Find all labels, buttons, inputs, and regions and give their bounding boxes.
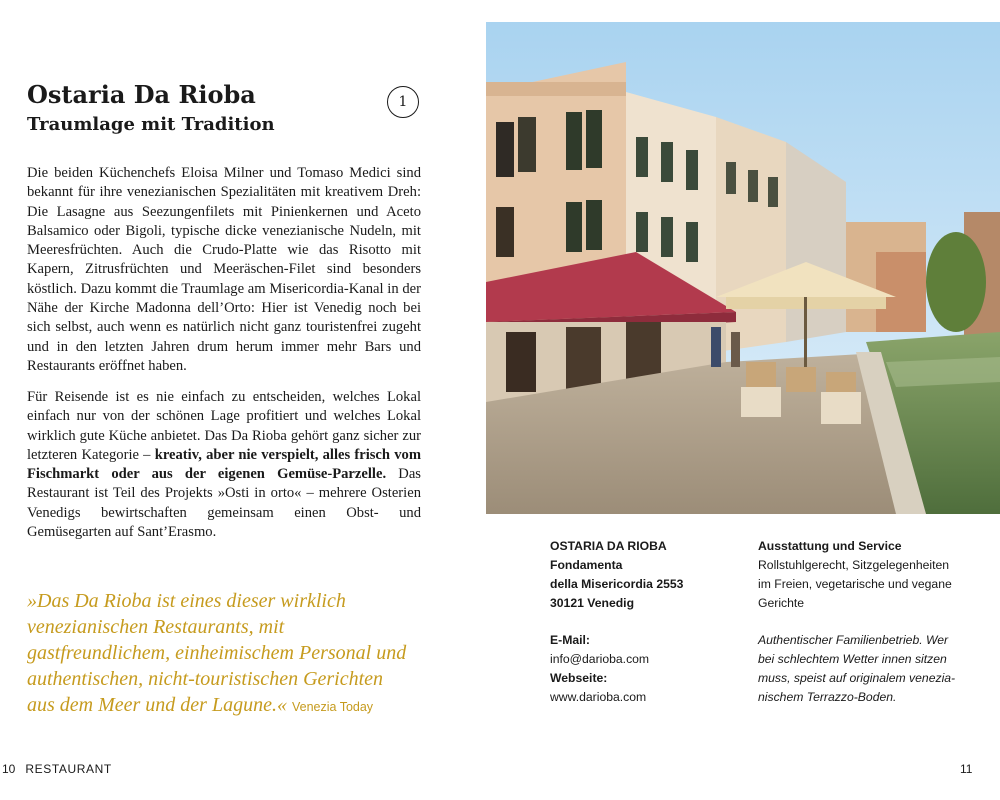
entry-number-badge: 1 [387, 86, 419, 118]
website-link[interactable]: www.darioba.com [550, 690, 647, 704]
note-line-2: bei schlechtem Wetter innen sitzen [758, 652, 947, 666]
restaurant-title: Ostaria Da Rioba [27, 80, 256, 109]
pull-quote [27, 588, 412, 720]
info-address-line-3: 30121 Venedig [550, 596, 635, 610]
info-restaurant-name: OSTARIA DA RIOBA [550, 539, 667, 553]
features-line-3: Gerichte [758, 596, 805, 610]
features-heading: Ausstattung und Service [758, 539, 902, 553]
paragraph-2-end: Das Restaurant ist Teil des Projekts »Osti in orto« – mehrere Osterien Venedigs bewirtschaften gemeinsam einen Obst- und Gemüsegarten auf Sant’Erasmo. [27, 466, 421, 541]
canal-photo-illustration [486, 22, 1000, 514]
note-line-3: muss, speist auf originalem venezia- [758, 671, 956, 685]
paragraph-2-start: Für Reisende ist es nie einfach zu entscheiden, welches Lokal einfach nur von der schönen Lage profitiert und welches Lokal wirklich gute Küche anbietet. Das Da Rioba gehört ganz sicher zur letzteren Kategorie – [27, 389, 421, 463]
features-line-2: im Freien, vegetarische und vegane [758, 577, 952, 591]
article-paragraph-1: Die beiden Küchenchefs Eloisa Milner und Tomaso Medici sind bekannt für ihre venezianischen Spezialitäten mit kreativem Dreh: Die Lasagne aus Seezungenfilets mit Pinienkernen und Aceto Balsamico oder Bigoli, typische dicke venezianische Nudeln, mit Meeresfrüchten. Auch die Crudo-Platte wie das Risotto mit Kapern, Zitrusfrüchten und Meeräschen-Filet sind besonders köstlich. Dazu kommt die Traumlage am Misericordia-Kanal in der Nähe der Kirche Madonna dell’Orto: Hier ist Venedig noch bei sich selbst, auch wenn es natürlich nicht ganz touristenfrei zugeht und in den letzten Jahren drum herum immer mehr Bars und Restaurants eröffnet haben. [27, 165, 421, 374]
left-page-number: 10 [2, 762, 16, 776]
canal-photo [486, 22, 1000, 514]
article-paragraph-2 [27, 388, 421, 542]
quote-text: »Das Da Rioba ist eines dieser wirklich venezianischen Restaurants, mit gastfreundlichem, einheimischem Personal und authentischen, nicht-touristischen Gerichten aus dem Meer und der Lagune.« [27, 590, 407, 716]
email-label: E-Mail: [550, 633, 590, 647]
quote-source: Venezia Today [291, 700, 374, 714]
features-line-1: Rollstuhlgerecht, Sitzgelegenheiten [758, 558, 950, 572]
info-address-line-1: Fondamenta [550, 558, 623, 572]
features-info [758, 537, 958, 707]
email-link[interactable]: info@darioba.com [550, 652, 650, 666]
footer-left [2, 762, 112, 776]
info-address-line-2: della Misericordia 2553 [550, 577, 684, 591]
right-page-number: 11 [960, 762, 973, 776]
paragraph-2-highlight: kreativ, aber nie verspielt, alles frisch vom Fischmarkt oder aus der eigenen Gemüse-Parzelle. [27, 446, 421, 483]
website-label: Webseite: [550, 671, 608, 685]
note-line-1: Authentischer Familienbetrieb. Wer [758, 633, 949, 647]
contact-info [550, 537, 730, 707]
note-line-4: nischem Terrazzo-Boden. [758, 690, 897, 704]
restaurant-subtitle: Traumlage mit Tradition [27, 114, 275, 135]
section-label: RESTAURANT [25, 762, 112, 776]
